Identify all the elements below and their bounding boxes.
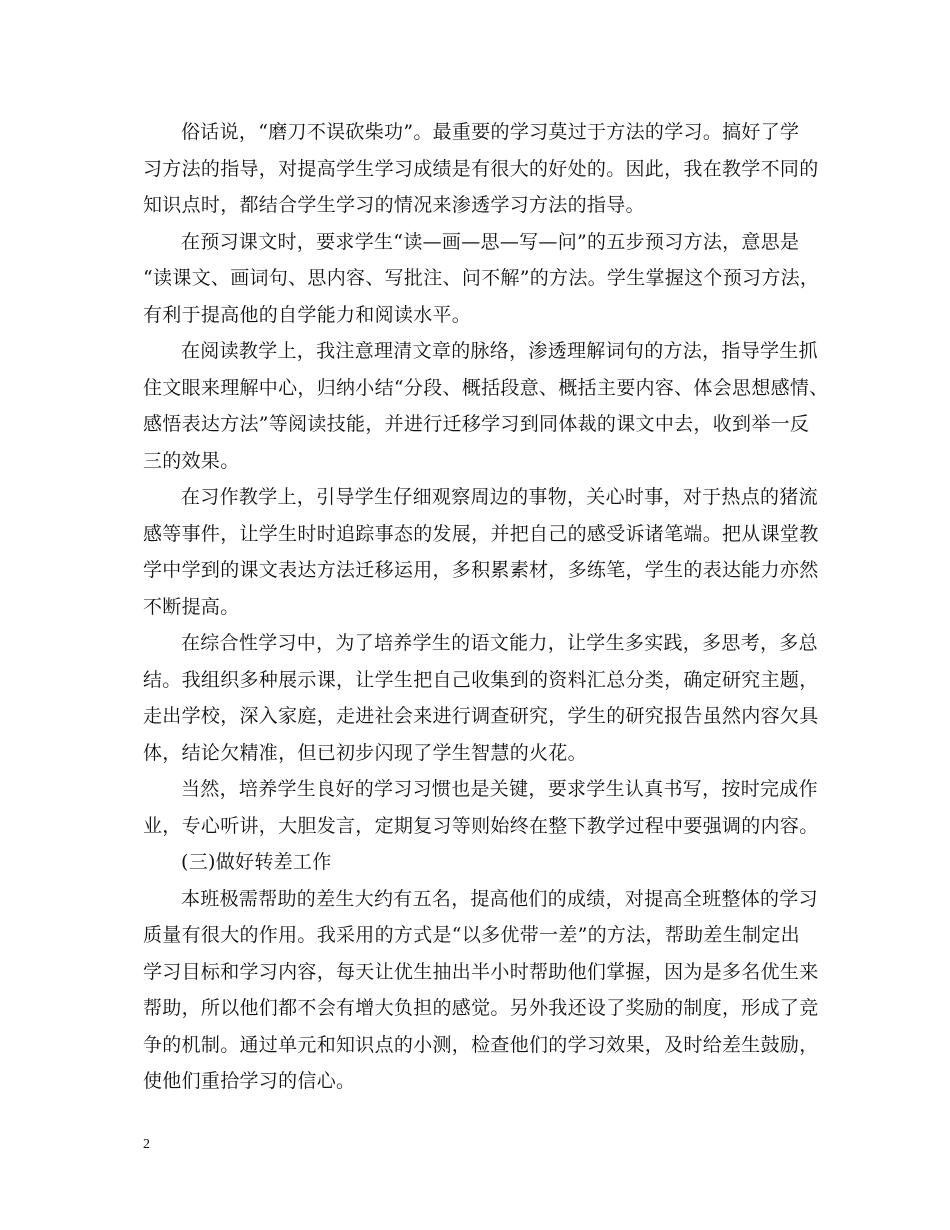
text-line: 学中学到的课文表达方法迁移运用，多积累素材，多练笔，学生的表达能力亦然 [143,559,819,581]
text-line: 有利于提高他的自学能力和阅读水平。 [143,303,472,326]
paragraph [143,479,819,625]
paragraph [143,771,819,844]
text-line: 在综合性学习中，为了培养学生的语文能力，让学生多实践，多思考，多总 [181,632,818,654]
text-line: 不断提高。 [143,595,240,618]
text-line: 三的效果。 [143,449,240,472]
text-line: 住文眼来理解中心，归纳小结“分段、概括段意、概括主要内容、体会思想感情、 [143,376,829,399]
text-line: 体，结论欠精准，但已初步闪现了学生智慧的火花。 [143,741,587,764]
text-line: 感悟表达方法”等阅读技能，并进行迁移学习到同体裁的课文中去，收到举一反 [143,413,810,435]
text-line: 在阅读教学上，我注意理清文章的脉络，渗透理解词句的方法，指导学生抓 [181,340,818,362]
text-line: 知识点时，都结合学生学习的情况来渗透学习方法的指导。 [143,194,645,216]
text-line: 帮助，所以他们都不会有增大负担的感觉。另外我还设了奖励的制度，形成了竞 [143,997,819,1019]
text-line: 走出学校，深入家庭，走进社会来进行调查研究，学生的研究报告虽然内容欠具 [143,705,819,727]
text-line: 本班极需帮助的差生大约有五名，提高他们的成绩，对提高全班整体的学习 [181,887,818,910]
text-line: 在习作教学上，引导学生仔细观察周边的事物，关心时事，对于热点的猪流 [181,486,818,508]
text-line: 感等事件，让学生时时追踪事态的发展，并把自己的感受诉诸笔端。把从课堂教 [143,522,819,545]
text-line: 使他们重拾学习的信心。 [143,1070,356,1092]
text-line: 结。我组织多种展示课，让学生把自己收集到的资料汇总分类，确定研究主题， [143,668,819,691]
text-line: 习方法的指导，对提高学生学习成绩是有很大的好处的。因此，我在教学不同的 [143,157,819,180]
text-line: 学习目标和学习内容，每天让优生抽出半小时帮助他们掌握，因为是多名优生来 [143,960,819,983]
text-line: 俗话说，“磨刀不误砍柴功”。最重要的学习莫过于方法的学习。搞好了学 [181,121,800,143]
text-line: 争的机制。通过单元和知识点的小测，检查他们的学习效果，及时给差生鼓励， [143,1033,819,1056]
paragraph [143,333,829,479]
page-number: 2 [143,1137,150,1152]
text-line: “读课文、画词句、思内容、写批注、问不解”的方法。学生掌握这个预习方法， [143,267,820,289]
paragraph [143,625,819,771]
text-line: 业，专心听讲，大胆发言，定期复习等则始终在整下教学过程中要强调的内容。 [143,814,819,837]
paragraph [143,881,819,1100]
paragraph [143,224,820,334]
text-line: 当然，培养学生良好的学习习惯也是关键，要求学生认真书写，按时完成作 [181,778,818,800]
text-line: 在预习课文时，要求学生“读—画—思—写—问”的五步预习方法，意思是 [181,230,800,253]
document-body [143,114,829,1100]
paragraph [143,114,819,224]
text-line: 质量有很大的作用。我采用的方式是“以多优带一差”的方法，帮助差生制定出 [143,924,800,946]
paragraph [143,844,808,881]
text-line: (三)做好转差工作 [181,851,332,873]
